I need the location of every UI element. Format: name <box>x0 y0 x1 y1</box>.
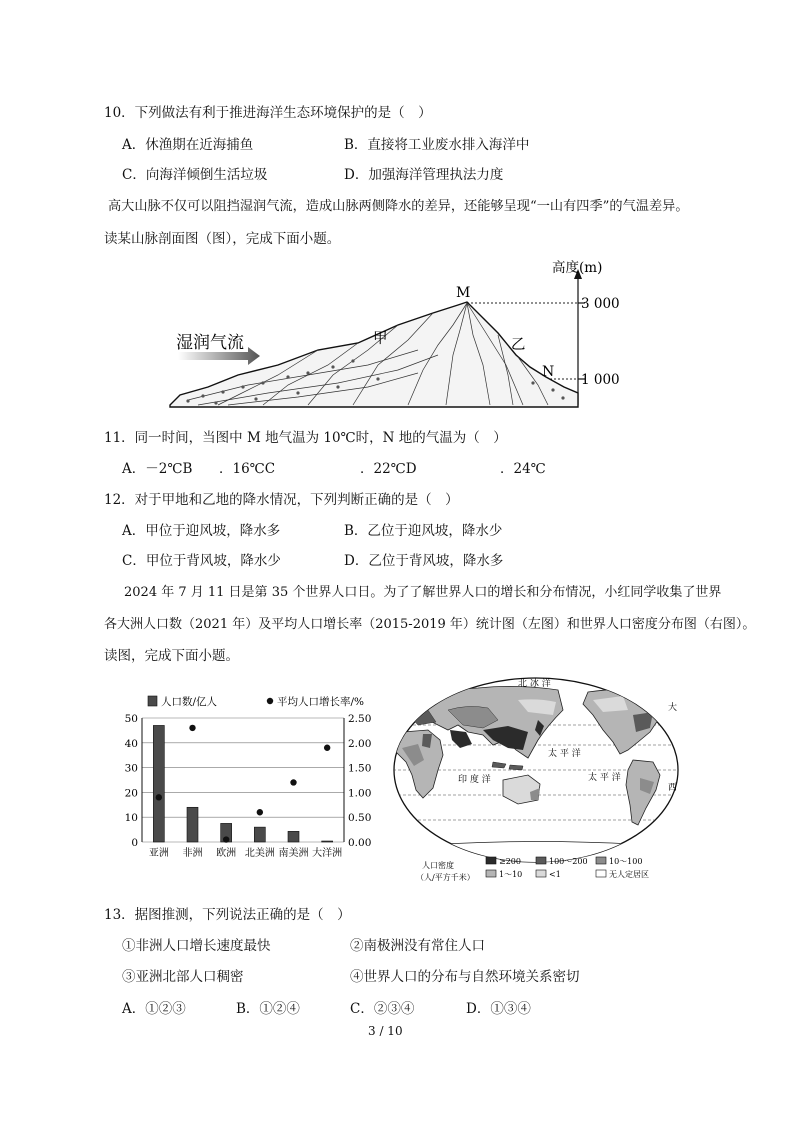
label-jia: 甲 <box>373 331 388 347</box>
q10-option-b: B．直接将工业废水排入海洋中 <box>344 137 530 153</box>
q13-option-b: B．①②④ <box>236 1001 300 1017</box>
category-label: 欧洲 <box>216 848 237 859</box>
label-pacific-right: 太 平 洋 <box>588 773 621 783</box>
q11-option-c: ．22℃D <box>360 461 417 477</box>
legend-swatch-0 <box>486 857 496 864</box>
legend-label-5: 无人定居区 <box>609 870 649 879</box>
legend-swatch-2 <box>596 857 606 864</box>
legend-point-label: 平均人口增长率/% <box>277 696 365 708</box>
q13-option-d: D．①③④ <box>466 1001 531 1017</box>
point-5 <box>324 745 330 751</box>
tick-1000: 1 000 <box>581 372 620 388</box>
q12-option-d: D．乙位于背风坡，降水多 <box>344 553 504 569</box>
right-tick-label: 2.00 <box>348 737 372 750</box>
point-4 <box>290 779 296 785</box>
label-M: M <box>456 285 471 301</box>
passage1-line1: 高大山脉不仅可以阻挡湿润气流，造成山脉两侧降水的差异，还能够呈现“一山有四季”的气温差异。 <box>108 199 689 214</box>
tick-3000: 3 000 <box>581 296 620 312</box>
category-label: 亚洲 <box>148 848 169 859</box>
legend-label-3: 1～10 <box>499 870 523 879</box>
label-pacific-left: 太 平 洋 <box>548 749 581 759</box>
q12-option-c: C．甲位于背风坡，降水少 <box>122 553 281 569</box>
category-label: 北美洲 <box>244 848 275 859</box>
label-da: 大 <box>668 703 678 713</box>
q13-option-c: C．②③④ <box>350 1001 415 1017</box>
point-0 <box>156 794 162 800</box>
q13-statement-4: ④世界人口的分布与自然环境关系密切 <box>350 969 580 985</box>
q11-option-a: A．－2℃B <box>122 461 193 477</box>
q12-option-a: A．甲位于迎风坡，降水多 <box>122 523 281 539</box>
left-tick-label: 20 <box>124 787 138 800</box>
label-N: N <box>542 364 555 380</box>
category-label: 大洋洲 <box>312 848 343 859</box>
bar-4 <box>288 831 299 842</box>
legend-swatch-5 <box>596 870 606 877</box>
label-yi: 乙 <box>511 337 526 353</box>
axis-title: 高度(m) <box>552 260 603 276</box>
right-tick-label: 0.00 <box>348 837 372 849</box>
q11-stem: 11．同一时间，当图中 M 地气温为 10℃时，N 地的气温为（ ） <box>104 430 507 446</box>
q13-statement-2: ②南极洲没有常住人口 <box>350 938 485 954</box>
legend-swatch-3 <box>486 870 496 877</box>
page-number: 3 / 10 <box>368 1024 403 1038</box>
airflow-label: 湿润气流 <box>176 333 244 353</box>
legend-label-0: ≥200 <box>499 857 521 866</box>
passage1-line2: 读某山脉剖面图（图），完成下面小题。 <box>104 231 341 247</box>
left-tick-label: 0 <box>131 837 138 849</box>
q12-option-b: B．乙位于迎风坡，降水少 <box>344 523 503 539</box>
right-tick-label: 1.50 <box>348 762 372 775</box>
legend-point-swatch <box>267 698 273 704</box>
category-label: 南美洲 <box>278 848 309 859</box>
right-tick-label: 0.50 <box>348 812 372 825</box>
category-label: 非洲 <box>182 848 203 859</box>
point-1 <box>189 725 195 731</box>
left-tick-label: 40 <box>124 737 138 750</box>
legend-label-4: <1 <box>549 870 561 879</box>
right-tick-label: 1.00 <box>348 787 372 800</box>
bar-1 <box>187 807 198 842</box>
bar-0 <box>153 725 164 842</box>
population-chart <box>112 690 384 862</box>
q13-option-a: A．①②③ <box>122 1001 186 1017</box>
passage2-line2: 各大洲人口数（2021 年）及平均人口增长率（2015-2019 年）统计图（左图）和世界人口密度分布图（右图）。 <box>104 617 756 632</box>
bar-3 <box>254 827 265 842</box>
legend-bar-swatch <box>148 696 157 706</box>
q13-stem: 13．据图推测，下列说法正确的是（ ） <box>104 907 351 923</box>
q10-option-c: C．向海洋倾倒生活垃圾 <box>122 167 268 183</box>
legend-swatch-4 <box>536 870 546 877</box>
legend-swatch-1 <box>536 857 546 864</box>
left-tick-label: 50 <box>124 713 138 725</box>
world-density-map <box>388 670 688 890</box>
mountain-profile-figure <box>168 255 628 413</box>
q11-option-b: ．16℃C <box>219 461 276 477</box>
legend-bar-label: 人口数/亿人 <box>161 696 218 708</box>
point-2 <box>223 836 229 842</box>
legend-title-1: 人口密度 <box>422 861 454 870</box>
q11-option-d: ．24℃ <box>500 461 546 477</box>
q13-statement-1: ①非洲人口增长速度最快 <box>122 938 271 954</box>
left-tick-label: 30 <box>124 762 138 775</box>
label-xi: 西 <box>668 783 678 793</box>
left-tick-label: 10 <box>124 812 138 825</box>
passage2-line1: 2024 年 7 月 11 日是第 35 个世界人口日。为了了解世界人口的增长和分布情况，小红同学收集了世界 <box>124 585 722 600</box>
right-tick-label: 2.50 <box>348 713 372 725</box>
legend-title-2: （人/平方千米） <box>416 873 475 882</box>
label-arctic: 北 冰 洋 <box>518 679 551 689</box>
label-indian: 印 度 洋 <box>458 775 491 785</box>
point-3 <box>257 809 263 815</box>
q10-option-d: D．加强海洋管理执法力度 <box>344 167 504 183</box>
q10-option-a: A．休渔期在近海捕鱼 <box>122 137 254 153</box>
legend-label-2: 10～100 <box>609 857 643 866</box>
bar-5 <box>322 841 333 842</box>
q13-statement-3: ③亚洲北部人口稠密 <box>122 969 244 985</box>
passage2-line3: 读图，完成下面小题。 <box>104 648 239 664</box>
q10-stem: 10．下列做法有利于推进海洋生态环境保护的是（ ） <box>104 105 432 121</box>
q12-stem: 12．对于甲地和乙地的降水情况，下列判断正确的是（ ） <box>104 492 459 508</box>
legend-label-1: 100～200 <box>549 857 588 866</box>
